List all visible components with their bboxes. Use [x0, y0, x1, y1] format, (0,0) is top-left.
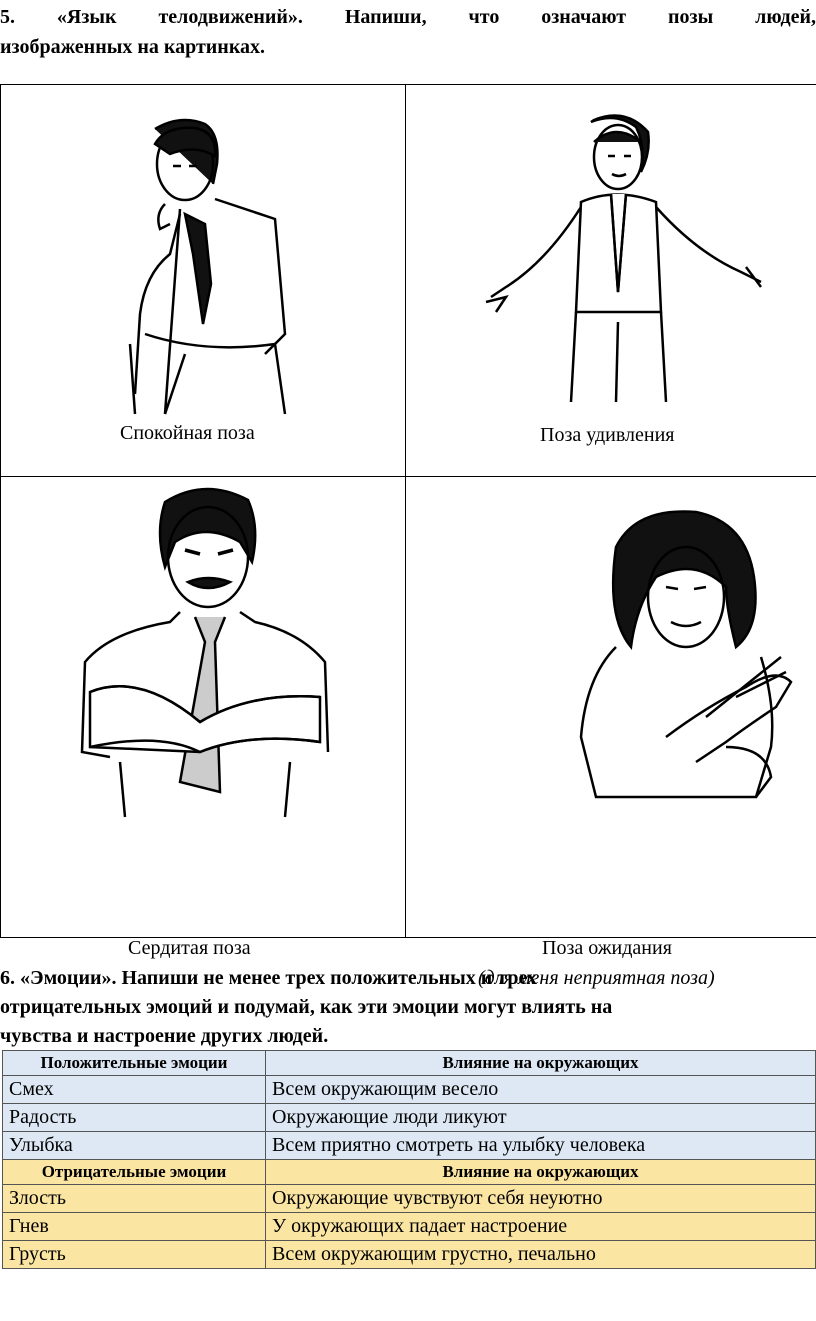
- pose-cell-surprise: [406, 84, 816, 476]
- table-header-row: [3, 1160, 816, 1185]
- woman-rubbing-hands-illustration: [576, 507, 796, 807]
- pose-note-waiting: (для меня неприятная поза): [478, 967, 715, 989]
- pose-caption-waiting: Поза ожидания: [542, 937, 672, 959]
- influence-cell: Всем окружающим грустно, печально: [266, 1241, 816, 1269]
- emotion-cell: Смех: [3, 1076, 266, 1104]
- emotion-cell: Гнев: [3, 1213, 266, 1241]
- pose-caption-surprise: Поза удивления: [540, 424, 675, 446]
- table-row: [3, 1132, 816, 1160]
- table-row: [3, 1185, 816, 1213]
- task-5-line-1: 5. «Язык телодвижений». Напиши, что означают позы людей,: [0, 6, 816, 28]
- influence-cell: Всем окружающим весело: [266, 1076, 816, 1104]
- pose-cell-angry: [0, 477, 405, 959]
- emotion-cell: Улыбка: [3, 1132, 266, 1160]
- task-5-line-2: изображенных на картинках.: [0, 36, 266, 58]
- pose-cell-calm: [0, 84, 405, 476]
- table-row: [3, 1104, 816, 1132]
- influence-cell: Окружающие чувствуют себя неуютно: [266, 1185, 816, 1213]
- header-influence: Влияние на окружающих: [266, 1160, 816, 1185]
- header-influence: Влияние на окружающих: [266, 1051, 816, 1076]
- man-shrugging-illustration: [476, 112, 776, 402]
- task-6-line-1: 6. «Эмоции». Напиши не менее трех положительных и трех: [0, 967, 537, 989]
- table-header-row: [3, 1051, 816, 1076]
- influence-cell: Окружающие люди ликуют: [266, 1104, 816, 1132]
- task-5-heading: [0, 2, 816, 62]
- pose-caption-calm: Спокойная поза: [120, 422, 255, 444]
- pose-caption-angry: Сердитая поза: [128, 937, 251, 959]
- task-6-line-2: отрицательных эмоций и подумай, как эти эмоции могут влиять на: [0, 996, 613, 1018]
- table-row: [3, 1076, 816, 1104]
- task-6-heading: [0, 964, 790, 1051]
- influence-cell: У окружающих падает настроение: [266, 1213, 816, 1241]
- header-positive-emotions: Положительные эмоции: [3, 1051, 266, 1076]
- emotion-cell: Злость: [3, 1185, 266, 1213]
- emotions-table: [2, 1050, 816, 1269]
- table-row: [3, 1241, 816, 1269]
- header-negative-emotions: Отрицательные эмоции: [3, 1160, 266, 1185]
- man-thinking-seated-illustration: [125, 114, 305, 419]
- man-arms-crossed-illustration: [80, 482, 330, 822]
- emotion-cell: Грусть: [3, 1241, 266, 1269]
- negative-emotions-section: [3, 1160, 816, 1269]
- task-6-line-3: чувства и настроение других людей.: [0, 1025, 329, 1047]
- emotion-cell: Радость: [3, 1104, 266, 1132]
- table-row: [3, 1213, 816, 1241]
- pose-cell-waiting: [406, 477, 816, 989]
- positive-emotions-section: [3, 1051, 816, 1160]
- influence-cell: Всем приятно смотреть на улыбку человека: [266, 1132, 816, 1160]
